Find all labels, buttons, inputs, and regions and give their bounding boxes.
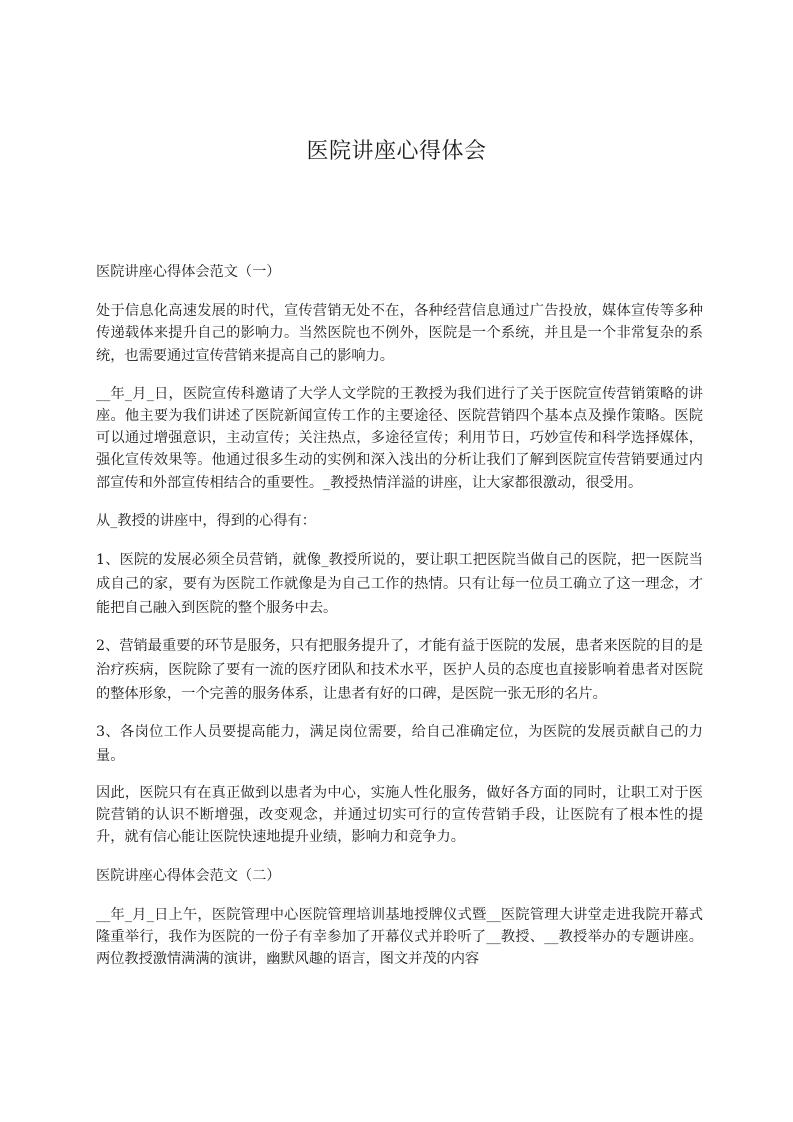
document-body [96,261,703,986]
section-heading-2: 医院讲座心得体会范文（二） [96,867,281,884]
section-heading-1: 医院讲座心得体会范文（一） [96,264,281,280]
paragraph-lessons-intro: 从_教授的讲座中，得到的心得有： [96,512,316,529]
paragraph-conclusion: 因此，医院只有在真正做到以患者为中心，实施人性化服务，做好各方面的同时，让职工对于医院营销的认识不断增强，改变观念，并通过切实可行的宣传营销手段，让医院有了根本性的提升，就有信心能让医院快速地提升业绩，影响力和竞争力。 [96,785,703,846]
paragraph-lecture: __年_月_日，医院宣传科邀请了大学人文学院的王教授为我们进行了关于医院宣传营销策略的讲座。他主要为我们讲述了医院新闻宣传工作的主要途径、医院营销四个基本点及操作策略。医院可以通过增强意识，主动宣传；关注热点，多途径宣传；利用节日，巧妙宣传和科学选择媒体，强化宣传效果等。他通过很多生动的实例和深入浅出的分析让我们了解到医院宣传营销要通过内部宣传和外部宣传相结合的重要性。_教授热情洋溢的讲座，让大家都很激动，很受用。 [96,385,703,491]
paragraph-second-sample: __年_月_日上午，医院管理中心医院管理培训基地授牌仪式暨__医院管理大讲堂走进我院开幕式隆重举行，我作为医院的一份子有幸参加了开幕仪式并聆听了__教授、__教授举办的专题讲座。两位教授激情满满的演讲，幽默风趣的语言，图文并茂的内容 [96,906,703,968]
paragraph-intro: 处于信息化高速发展的时代，宣传营销无处不在，各种经营信息通过广告投放，媒体宣传等多种传递载体来提升自己的影响力。当然医院也不例外，医院是一个系统，并且是一个非常复杂的系统，也需要通过宣传营销来提高自己的影响力。 [96,303,703,364]
list-item-3: 3、各岗位工作人员要提高能力，满足岗位需要，给自己准确定位，为医院的发展贡献自己的力量。 [96,724,703,765]
list-item-1: 1、医院的发展必须全员营销，就像_教授所说的，要让职工把医院当做自己的医院，把一医院当成自己的家，要有为医院工作就像是为自己工作的热情。只有让每一位员工确立了这一理念，才能把自己融入到医院的整个服务中去。 [96,552,703,617]
document-title: 医院讲座心得体会 [306,139,487,164]
list-item-2: 2、营销最重要的环节是服务，只有把服务提升了，才能有益于医院的发展，患者来医院的目的是治疗疾病，医院除了要有一流的医疗团队和技术水平，医护人员的态度也直接影响着患者对医院的整体形象，一个完善的服务体系，让患者有好的口碑，是医院一张无形的名片。 [96,638,703,703]
